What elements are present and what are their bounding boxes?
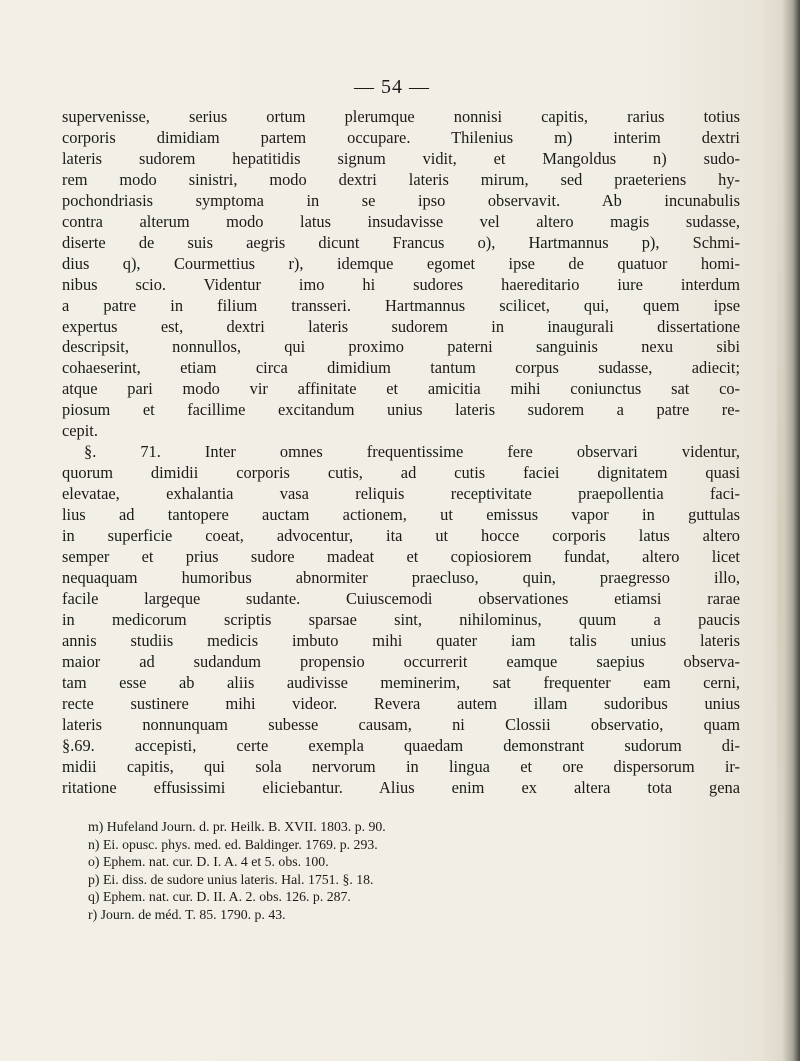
section-71-start: §. 71. Inter omnes frequentissime fere observari videntur,: [84, 442, 740, 462]
footnote-q: q) Ephem. nat. cur. D. II. A. 2. obs. 126. p. 287.: [88, 889, 351, 905]
text-line: supervenisse, serius ortum plerumque nonnisi capitis, rarius totius: [62, 107, 740, 126]
text-line: a patre in filium transseri. Hartmannus scilicet, qui, quem ipse: [62, 295, 740, 315]
footnote-n: n) Ei. opusc. phys. med. ed. Baldinger. 1769. p. 293.: [88, 836, 378, 852]
text-line: midii capitis, qui sola nervorum in lingua et ore dispersorum ir-: [62, 756, 740, 776]
text-line: in superficie coeat, advocentur, ita ut hocce corporis latus altero: [62, 526, 740, 546]
text-line: lateris sudorem hepatitidis signum vidit, et Mangoldus n) sudo-: [62, 148, 740, 168]
footnote-r: r) Journ. de méd. T. 85. 1790. p. 43.: [88, 906, 286, 922]
text-line: recte sustinere mihi videor. Revera autem illam sudoribus unius: [62, 693, 740, 713]
text-line: atque pari modo vir affinitate et amicitia mihi coniunctus sat co-: [62, 379, 740, 399]
text-line: descripsit, nonnullos, qui proximo paterni sanguinis nexu sibi: [62, 337, 740, 357]
text-line: nibus scio. Videntur imo hi sudores haereditario iure interdum: [62, 274, 740, 294]
text-line: dius q), Courmettius r), idemque egomet ipse de quatuor homi-: [62, 253, 740, 273]
text-line: maior ad sudandum propensio occurrerit eamque saepius observa-: [62, 651, 740, 671]
text-line: pochondriasis symptoma in se ipso observavit. Ab incunabulis: [62, 190, 740, 210]
text-line: quorum dimidii corporis cutis, ad cutis faciei dignitatem quasi: [62, 463, 740, 483]
footnotes: [88, 818, 688, 924]
text-line: tam esse ab aliis audivisse meminerim, sat frequenter eam cerni,: [62, 672, 740, 692]
footnote-m: m) Hufeland Journ. d. pr. Heilk. B. XVII. 1803. p. 90.: [88, 819, 386, 834]
text-line: cohaeserint, etiam circa dimidium tantum corpus sudasse, adiecit;: [62, 358, 740, 378]
text-line: rem modo sinistri, modo dextri lateris mirum, sed praeteriens hy-: [62, 169, 740, 189]
page-number: — 54 —: [354, 76, 430, 98]
text-line: §.69. accepisti, certe exempla quaedam demonstrant sudorum di-: [62, 735, 740, 755]
text-line: expertus est, dextri lateris sudorem in inaugurali dissertatione: [62, 316, 740, 336]
footnote-p: p) Ei. diss. de sudore unius lateris. Hal. 1751. §. 18.: [88, 871, 374, 887]
text-line: in medicorum scriptis sparsae sint, nihilominus, quum a paucis: [62, 609, 740, 629]
text-line: lateris nonnunquam subesse causam, ni Clossii observatio, quam: [62, 714, 740, 734]
text-line: ritatione effusissimi eliciebantur. Alius enim ex altera tota gena: [62, 777, 740, 797]
text-line: nequaquam humoribus abnormiter praecluso, quin, praegresso illo,: [62, 567, 740, 587]
footnote-o: o) Ephem. nat. cur. D. I. A. 4 et 5. obs. 100.: [88, 854, 329, 870]
page-edge-shadow: [782, 0, 800, 1061]
text-line: piosum et facillime excitandum unius lateris sudorem a patre re-: [62, 400, 740, 420]
text-line: diserte de suis aegris dicunt Francus o), Hartmannus p), Schmi-: [62, 232, 740, 252]
text-line: contra alterum modo latus insudavisse vel altero magis sudasse,: [62, 211, 740, 231]
text-line: cepit.: [62, 421, 98, 441]
text-line: lius ad tantopere auctam actionem, ut emissus vapor in guttulas: [62, 505, 740, 525]
text-line: facile largeque sudante. Cuiuscemodi observationes etiamsi rarae: [62, 588, 740, 608]
main-text: [62, 107, 740, 798]
text-line: annis studiis medicis imbuto mihi quater iam talis unius lateris: [62, 630, 740, 650]
text-line: corporis dimidiam partem occupare. Thilenius m) interim dextri: [62, 127, 740, 147]
text-line: semper et prius sudore madeat et copiosiorem fundat, altero licet: [62, 547, 740, 567]
text-line: elevatae, exhalantia vasa reliquis receptivitate praepollentia faci-: [62, 484, 740, 504]
